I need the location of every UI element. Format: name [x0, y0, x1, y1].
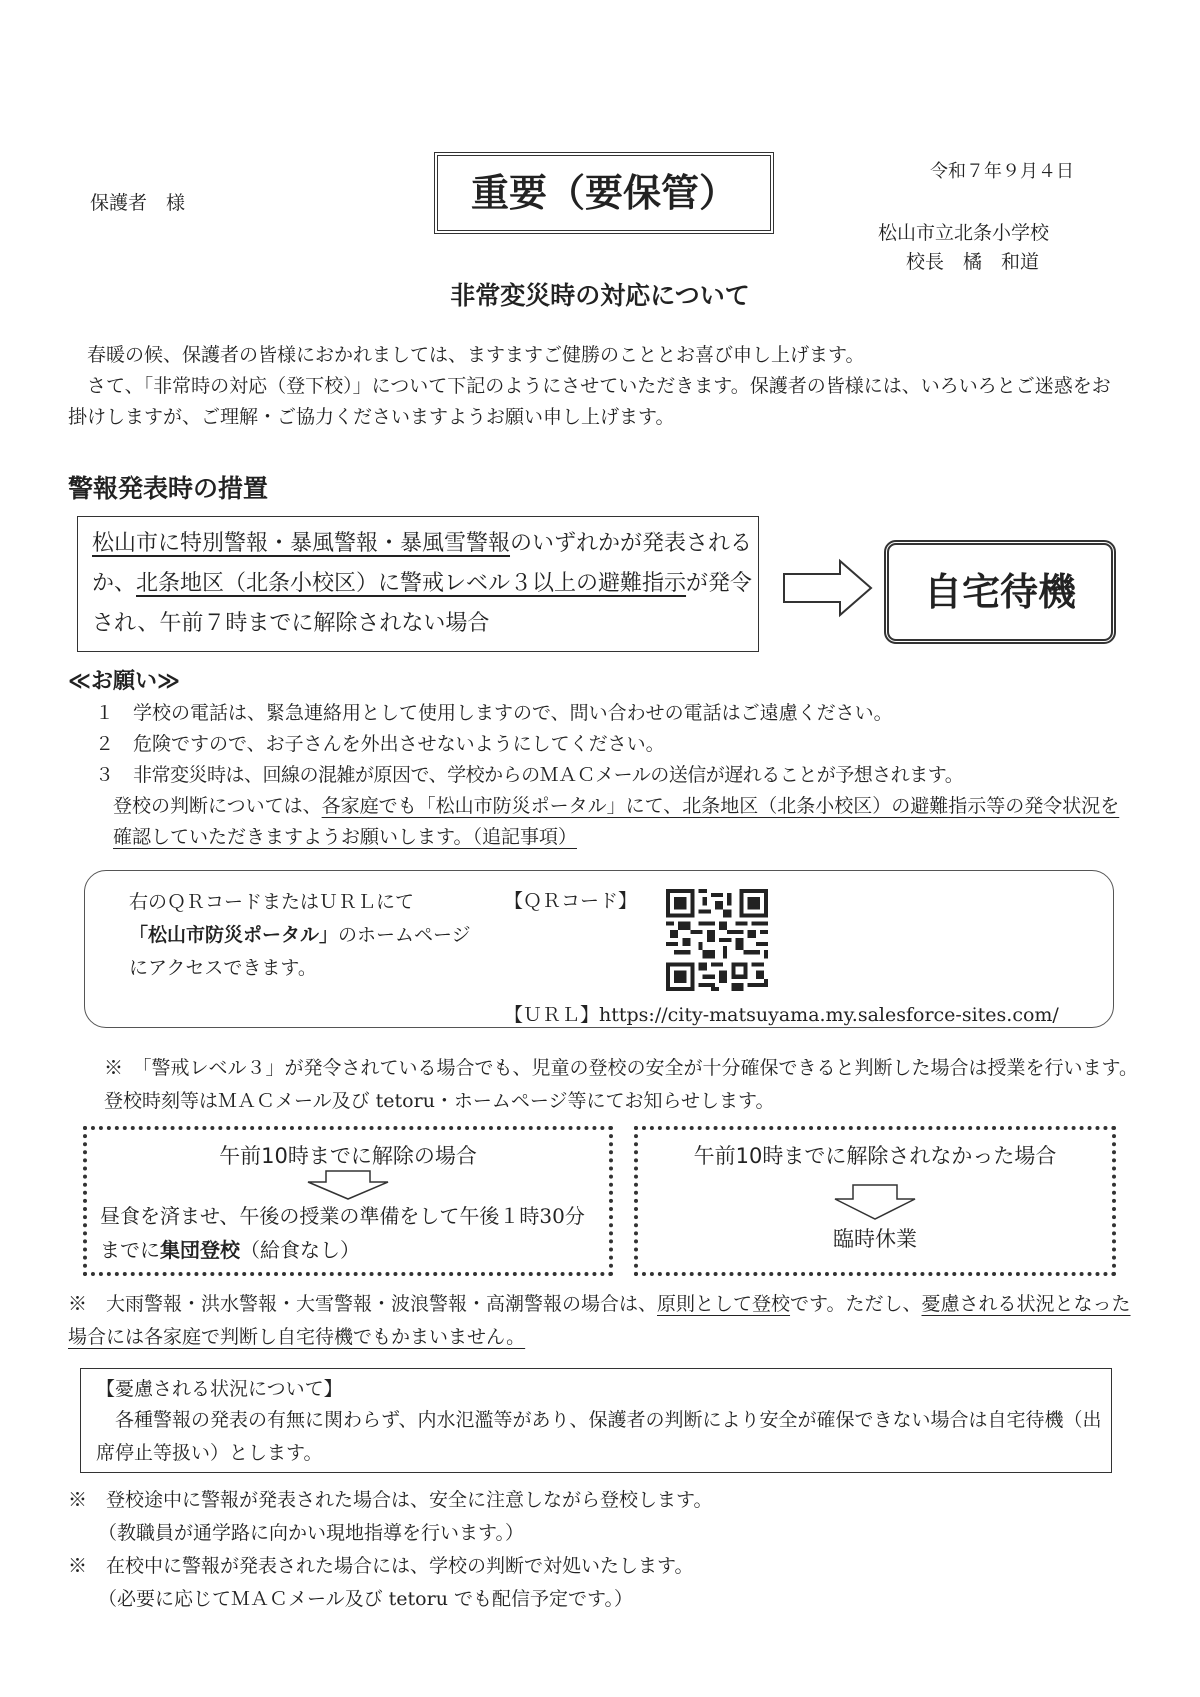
request-underlined-text: 各家庭でも「松山市防災ポータル」にて、北条地区（北条小校区）の避難指示等の発令状況を確認していただきますようお願いします。（追記事項）	[113, 795, 1120, 848]
footnote-subtext: （教職員が通学路に向かい現地指導を行います。）	[98, 1522, 524, 1544]
document-title: 非常変災時の対応について	[450, 281, 750, 310]
url-line	[504, 1000, 1059, 1027]
intro-line-1: 春暖の候、保護者の皆様におかれましては、ますますご健勝のこととお喜び申し上げます。	[87, 344, 865, 366]
intro-line-2: さて、「非常時の対応（登下校）」について下記のようにさせていただきます。保護者の皆様には、いろいろとご迷惑をお掛けしますが、ご理解・ご協力くださいますようお願い申し上げます。	[68, 375, 1111, 428]
level3-note: ※ 「警戒レベル３」が発令されている場合でも、児童の登校の安全が十分確保できると判断した場合は授業を行います。登校時刻等はＭＡＣメール及び tetoru・ホームページ等にてお知らせします。	[104, 1057, 1138, 1112]
footnote-commute	[68, 1484, 1132, 1550]
intro-paragraph	[68, 340, 1128, 433]
important-label: 重要（要保管）	[470, 171, 737, 215]
concern-title: 【憂慮される状況について】	[96, 1378, 343, 1400]
request-text: 登校の判断については、	[113, 795, 322, 817]
other-warnings-note	[68, 1288, 1132, 1354]
condition-text	[92, 524, 754, 644]
right-arrow-icon	[782, 558, 874, 618]
portal-url-link[interactable]: https://city-matsuyama.my.salesforce-sites.com/	[599, 1004, 1059, 1026]
request-text: 学校の電話は、緊急連絡用として使用しますので、問い合わせの電話はご遠慮ください。	[133, 702, 893, 724]
home-wait-label: 自宅待機	[923, 570, 1076, 614]
not-lifted-title: 午前10時までに解除されなかった場合	[693, 1144, 1057, 1168]
down-arrow-icon	[833, 1184, 917, 1220]
lifted-by-10-text	[100, 1199, 600, 1267]
request-item-3-continued	[113, 791, 1123, 853]
condition-part-2: のいずれかが発表されるか、	[92, 531, 753, 596]
request-text: 非常変災時は、回線の混雑が原因で、学校からのＭＡＣメールの送信が遅れることが予想されます。	[133, 764, 964, 786]
condition-part-6: に解除されない場合	[291, 611, 490, 636]
qr-code[interactable]	[666, 889, 768, 991]
issue-date: 令和７年９月４日	[930, 161, 1074, 182]
portal-name: 「松山市防災ポータル」	[129, 924, 339, 946]
lifted-text-part: 昼食を済ませ、午後の授業の準備をして午後１時30分までに	[100, 1204, 585, 1262]
addressee: 保護者 様	[90, 192, 186, 214]
request-number: １	[95, 702, 115, 724]
down-arrow-icon	[306, 1170, 390, 1200]
condition-part-1: 松山市に特別警報・暴風警報・暴風雪警報	[92, 531, 511, 556]
request-text: 危険ですので、お子さんを外出させないようにしてください。	[133, 733, 665, 755]
section-heading: 警報発表時の措置	[68, 474, 269, 503]
footnote-text: ※ 在校中に警報が発表された場合には、学校の判断で対処いたします。	[68, 1555, 694, 1577]
condition-part-4: が発令され、	[92, 571, 753, 636]
lifted-text-part: （給食なし）	[240, 1238, 360, 1262]
request-number: ２	[95, 733, 115, 755]
qr-description	[129, 886, 479, 985]
qr-code-label: 【ＱＲコード】	[504, 890, 638, 912]
qr-desc-part: 右のＱＲコードまたはＵＲＬにて	[129, 891, 415, 913]
note-underlined: 原則として登校	[657, 1293, 791, 1315]
request-item-3	[95, 760, 1135, 791]
temporary-closure: 臨時休業	[833, 1227, 917, 1251]
principal-name: 校長 橘 和道	[906, 251, 1040, 273]
request-number: ３	[95, 764, 114, 786]
note-underlined: 憂慮される状況となった場合には各家庭で判断し自宅待機でもかまいません。	[68, 1293, 1131, 1348]
concern-body: 各種警報の発表の有無に関わらず、内水氾濫等があり、保護者の判断により安全が確保できない場合は自宅待機（出席停止等扱い）とします。	[96, 1409, 1102, 1464]
note-part: です。ただし、	[790, 1293, 922, 1315]
note-part: ※ 大雨警報・洪水警報・大雪警報・波浪警報・高潮警報の場合は、	[68, 1293, 658, 1315]
group-attendance: 集団登校	[160, 1238, 240, 1262]
footnote-text: ※ 登校途中に警報が発表された場合は、安全に注意しながら登校します。	[68, 1489, 713, 1511]
lifted-by-10-title: 午前10時までに解除の場合	[219, 1144, 477, 1168]
requests-heading: ≪お願い≫	[68, 669, 181, 694]
school-name: 松山市立北条小学校	[878, 222, 1050, 244]
condition-part-5: 午前７時まで	[159, 611, 292, 636]
qr-desc-part: のホームページにアクセスできます。	[129, 924, 471, 979]
footnote-at-school	[68, 1550, 1132, 1616]
condition-part-3: 北条地区（北条小校区）に警戒レベル３以上の避難指示	[136, 571, 687, 596]
request-item-2	[95, 729, 1135, 760]
footnote-subtext: （必要に応じてＭＡＣメール及び tetoru でも配信予定です。）	[98, 1588, 633, 1610]
url-label: 【ＵＲＬ】	[504, 1004, 600, 1026]
request-item-1	[95, 698, 1135, 729]
